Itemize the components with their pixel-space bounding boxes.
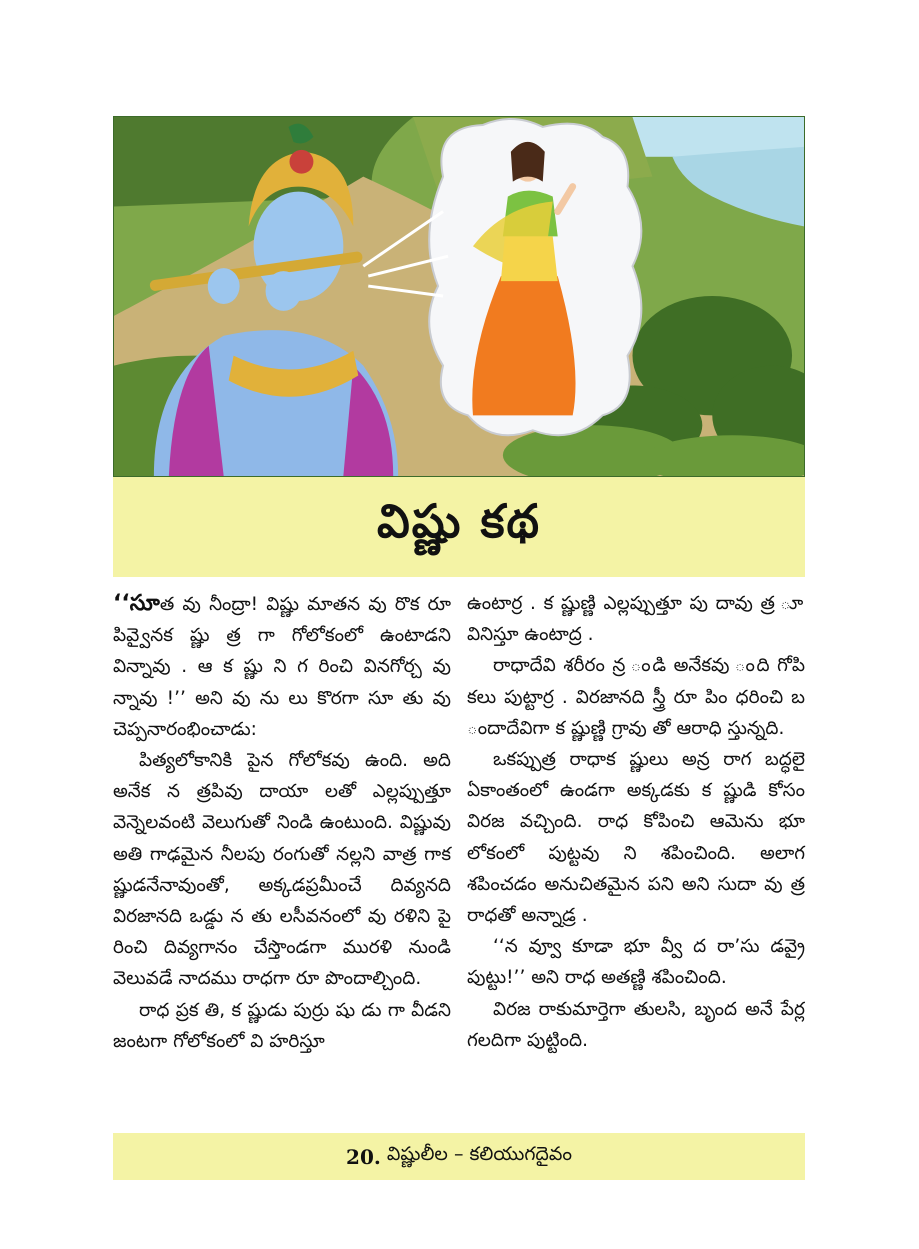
column-left xyxy=(113,588,451,1118)
body-text xyxy=(113,588,805,1118)
paragraph: రాధాదేవి శరీరం న్ర ండి అనేకవు ంది గోపి కలు పుట్టార్ర . విరజానది స్త్రీ రూ పిం ధరించి బ ందాదేవిగా క ష్ణుణ్ణి గ్రావు తో ఆరాధి స్తున్నది. xyxy=(467,655,805,739)
paragraph: విరజ రాకుమార్తెగా తులసి, బృంద అనే పేర్ల గలదిగా పుట్టింది. xyxy=(467,998,805,1051)
page-title: విష్ణు కథ xyxy=(377,494,541,548)
paragraph: పిత్యలోకానికి పైన గోలోకవు ఉంది. అది అనేక న త్రపివు దాయా లతో ఎల్లప్పుత్తూ వెన్నెలవంటి వెలుగుతో నిండి ఉంటుంది. విష్ణువు అతి గాఢమైన నీలపు రంగుతో నల్లని వాత్ర గాక ష్ణుడనేనావుంతో, అక్కడప్రమీంచే దివ్యనది విరజానది ఒడ్డు న తు లసీవనంలో వు రళిని పై రించి దివ్యగానం చేస్తొండగా మురళి నుండి వెలువడే నాదము రాధగా రూ పొందాల్చింది. xyxy=(113,750,451,990)
book-title: విష్ణులీల – కలియుగదైవం xyxy=(386,1143,572,1165)
title-band xyxy=(113,477,805,577)
footer-band xyxy=(113,1133,805,1180)
krishna-radha-illustration xyxy=(114,117,804,476)
paragraph: ఉంటార్ర . క ష్ణుణ్ణి ఎల్లప్పుత్తూ పు దావు త్ర ూ వినిస్తూ ఉంటాద్ర . xyxy=(467,593,805,646)
column-right xyxy=(467,588,805,1118)
paragraph: రాధ ప్రక తి, క ష్ణుడు పుర్రు షు డు గా వీడని జంటగా గోలోకంలో వి హరిస్తూ xyxy=(113,999,451,1052)
paragraph: ఒకప్పుత్ర రాధాక ష్ణులు అన్ర రాగ బద్ధలై ఏకాంతంలో ఉండగా అక్కడకు క ష్ణుడి కోసం విరజ వచ్చింది. రాధ కోపించి ఆమెను భూ లోకంలో పుట్టవు ని శపించింది. అలాగ శపించడం అనుచితమైన పని అని సుదా వు త్ర రాధతో అన్నాడ్ర . xyxy=(467,749,805,927)
page-number: 20. xyxy=(346,1144,381,1169)
cover-illustration xyxy=(113,116,805,477)
paragraph: ‘‘సూత వు నీంద్రా! విష్ణు మాతన వు రొక రూ పివ్వైనక ష్ణు త్ర గా గోలోకంలో ఉంటాడని విన్నావు . ఆ క ష్ణు ని గ రించి వినగోర్చ వు న్నావు !’’ అని వు ను లు కొరగా సూ తు వు చెప్పనారంభించాడు: xyxy=(113,591,451,740)
paragraph: ‘‘న వ్వూ కూడా భూ వ్వీ ద రా’సు డవ్రై పుట్టు!’’ అని రాధ అతణ్ణి శపించింది. xyxy=(467,936,805,989)
